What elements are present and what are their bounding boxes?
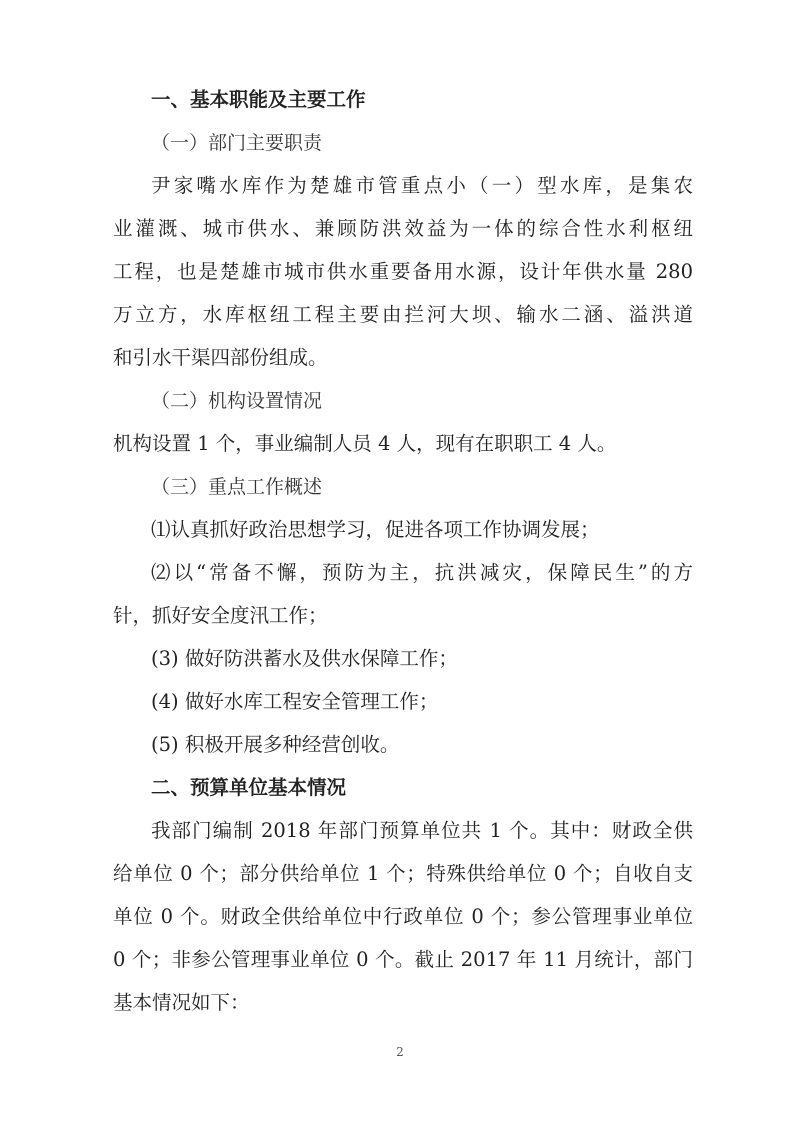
subsection-2-heading: （二）机构设置情况 <box>151 390 323 412</box>
page-number: 2 <box>396 1045 404 1059</box>
list-item: ⑵以“常备不懈，预防为主，抗洪减灾，保障民生”的方 <box>151 561 693 584</box>
list-item: (5) 积极开展多种经营创收。 <box>151 733 400 756</box>
subsection-3-heading: （三）重点工作概述 <box>151 476 323 498</box>
paragraph-line: 基本情况如下： <box>113 991 250 1014</box>
section-2-heading: 二、预算单位基本情况 <box>151 776 347 799</box>
list-item: (4) 做好水库工程安全管理工作； <box>151 690 439 713</box>
paragraph-line: 万立方，水库枢纽工程主要由拦河大坝、输水二涵、溢洪道 <box>113 303 693 326</box>
section-1-heading: 一、基本职能及主要工作 <box>151 88 366 111</box>
paragraph-line: 给单位 0 个；部分供给单位 1 个；特殊供给单位 0 个；自收自支 <box>113 862 693 885</box>
list-item: (3) 做好防洪蓄水及供水保障工作； <box>151 647 458 670</box>
list-item-continuation: 针，抓好安全度汛工作； <box>113 604 328 627</box>
paragraph-line: 0 个；非参公管理事业单位 0 个。截止 2017 年 11 月统计，部门 <box>113 948 693 971</box>
paragraph-line: 工程，也是楚雄市城市供水重要备用水源，设计年供水量 280 <box>113 260 693 283</box>
paragraph-line: 单位 0 个。财政全供给单位中行政单位 0 个；参公管理事业单位 <box>113 905 693 928</box>
subsection-1-heading: （一）部门主要职责 <box>151 132 323 154</box>
paragraph-line: 尹家嘴水库作为楚雄市管重点小（一）型水库，是集农 <box>151 174 693 197</box>
paragraph-line: 业灌溉、城市供水、兼顾防洪效益为一体的综合性水利枢纽 <box>113 217 693 240</box>
list-item: ⑴认真抓好政治思想学习，促进各项工作协调发展； <box>151 518 600 541</box>
paragraph-line: 我部门编制 2018 年部门预算单位共 1 个。其中：财政全供 <box>151 819 693 842</box>
paragraph-line: 和引水干渠四部份组成。 <box>113 346 328 369</box>
paragraph-line: 机构设置 1 个，事业编制人员 4 人，现有在职职工 4 人。 <box>113 432 617 455</box>
